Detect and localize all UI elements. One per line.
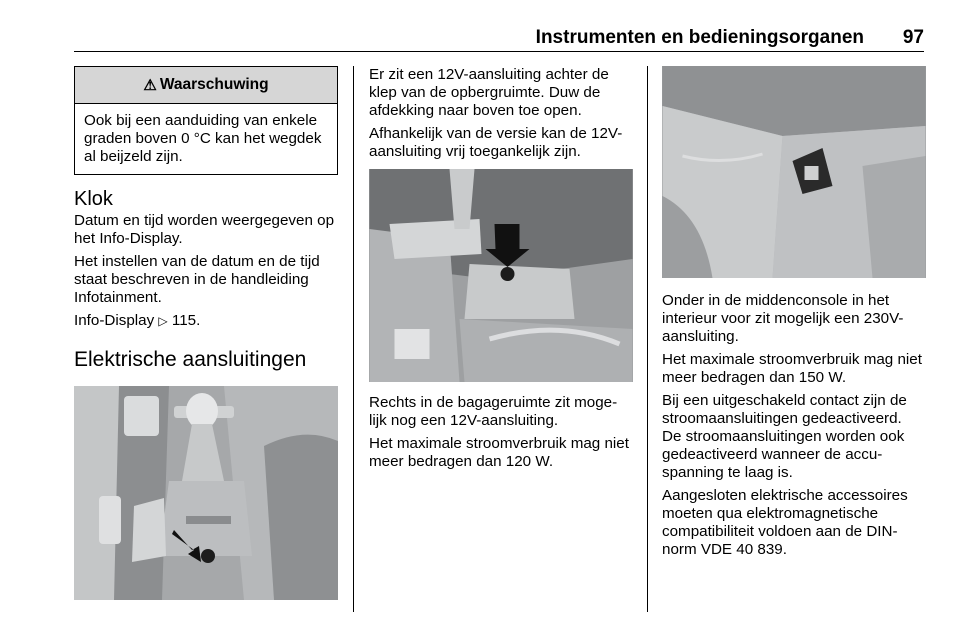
reference-label: Info-Display bbox=[74, 312, 155, 329]
cargo-area-socket-photo bbox=[369, 169, 633, 382]
paragraph: Aangesloten elektrische accessoires moeten qua elektromagnetische compatibiliteit voldoen aan de DIN-norm VDE 40 839. bbox=[662, 487, 908, 558]
center-console-socket-photo bbox=[74, 386, 338, 600]
page-number: 97 bbox=[902, 27, 924, 48]
paragraph: Het maximale stroomverbruik mag niet meer bedragen dan 120 W. bbox=[369, 435, 629, 470]
paragraph: Datum en tijd worden weergegeven op het Info-Display. bbox=[74, 212, 335, 247]
chapter-title: Instrumenten en bedieningsorganen bbox=[535, 27, 864, 48]
warning-box bbox=[74, 66, 338, 175]
column-divider bbox=[647, 66, 648, 612]
paragraph: Er zit een 12V-aansluiting achter de klep van de opbergruimte. Duw de afdekking naar boven toe open. bbox=[369, 66, 609, 119]
cross-reference bbox=[74, 312, 338, 330]
section-heading-klok: Klok bbox=[74, 188, 113, 210]
section-heading-elektrische-aansluitingen: Elektrische aansluitingen bbox=[74, 348, 307, 371]
column-right bbox=[662, 66, 925, 564]
page-header bbox=[74, 27, 924, 52]
column-divider bbox=[353, 66, 354, 612]
warning-text: Ook bij een aanduiding van enkele graden boven 0 °C kan het wegdek al beijzeld zijn. bbox=[84, 112, 322, 165]
column-left bbox=[74, 66, 338, 600]
paragraph: Het instellen van de datum en de tijd staat beschreven in de handleiding Infotainment. bbox=[74, 253, 320, 306]
warning-title: Waarschuwing bbox=[159, 76, 269, 93]
warning-triangle-icon: ⚠ bbox=[143, 77, 157, 94]
paragraph: Onder in de middenconsole in het interieur voor zit mogelijk een 230V-aansluiting. bbox=[662, 292, 904, 345]
paragraph: Rechts in de bagageruimte zit moge-lijk nog een 12V-aansluiting. bbox=[369, 394, 618, 429]
warning-header bbox=[75, 67, 337, 104]
reference-page[interactable]: 115. bbox=[171, 312, 201, 329]
warning-body bbox=[75, 104, 337, 174]
paragraph: Afhankelijk van de versie kan de 12V-aansluiting vrij toegankelijk zijn. bbox=[369, 125, 623, 160]
column-middle bbox=[369, 66, 632, 476]
reference-arrow-icon: ▷ bbox=[158, 314, 168, 328]
230v-socket-photo bbox=[662, 66, 926, 278]
paragraph: Bij een uitgeschakeld contact zijn de stroomaansluitingen gedeactiveerd. De stroomaansluitingen worden ook gedeactiveerd wanneer de accu-spanning te laag is. bbox=[662, 392, 907, 481]
paragraph: Het maximale stroomverbruik mag niet meer bedragen dan 150 W. bbox=[662, 351, 922, 386]
